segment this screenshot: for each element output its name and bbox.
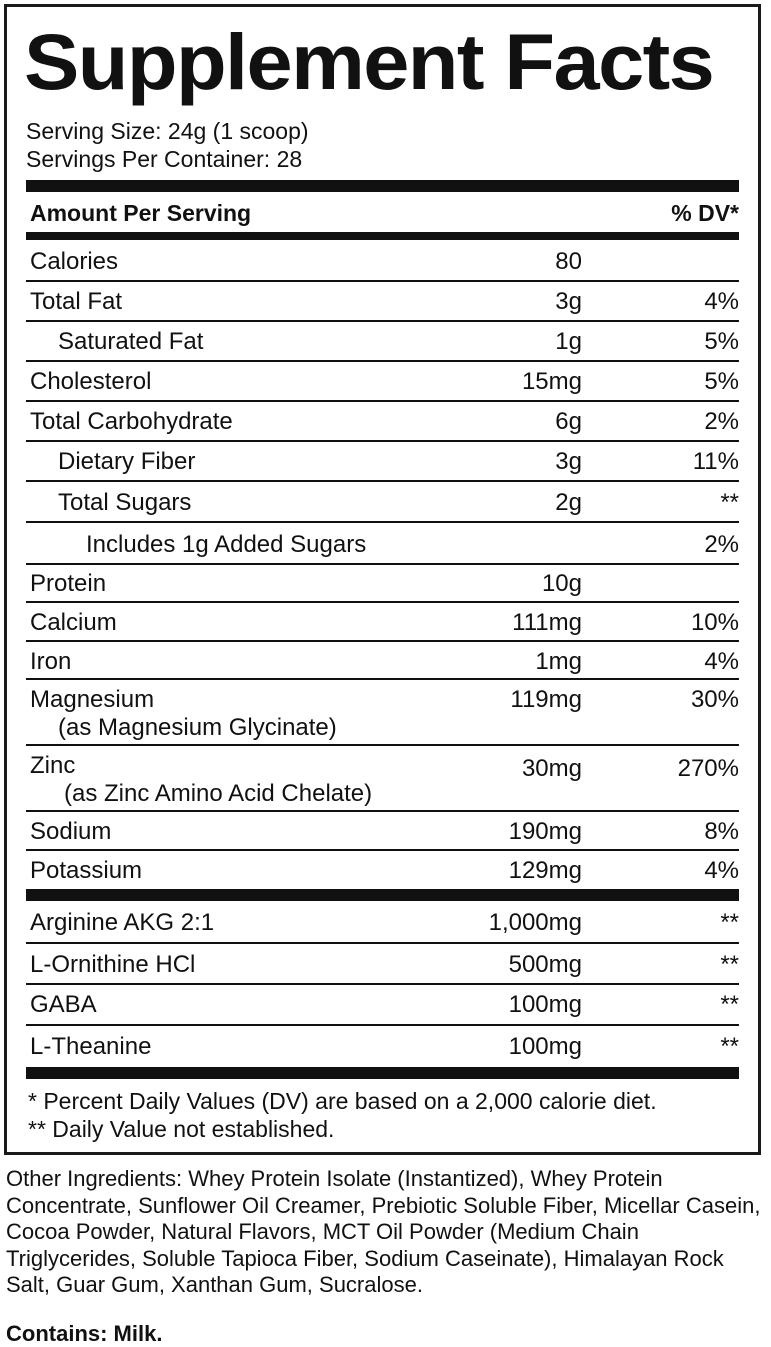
thick-divider: [26, 889, 739, 901]
nutrient-name: Iron: [30, 648, 72, 675]
ingredient-name: Arginine AKG 2:1: [30, 909, 215, 936]
nutrient-name: Magnesium: [30, 686, 155, 713]
nutrient-dv: 4%: [704, 857, 739, 884]
nutrient-amount: 129mg: [508, 857, 582, 884]
nutrient-name: Total Carbohydrate: [30, 408, 233, 435]
nutrient-amount: 3g: [555, 448, 582, 475]
nutrient-dv: 8%: [704, 818, 739, 845]
nutrient-dv: 4%: [704, 288, 739, 315]
nutrient-amount: 10g: [541, 570, 582, 597]
nutrient-dv: 30%: [690, 686, 739, 713]
ingredient-name: GABA: [30, 991, 97, 1018]
nutrient-dv: 11%: [692, 448, 739, 475]
nutrient-amount: 111mg: [512, 609, 582, 636]
nutrient-amount: 190mg: [508, 818, 582, 845]
dv-not-established-footnote: ** Daily Value not established.: [28, 1116, 335, 1142]
dv-header-label: % DV*: [671, 200, 739, 226]
thick-divider: [26, 180, 739, 192]
nutrient-dv: 2%: [704, 531, 739, 558]
nutrient-name: Protein: [30, 570, 107, 597]
nutrient-name: Potassium: [30, 857, 143, 884]
ingredient-amount: 1,000mg: [488, 909, 582, 936]
nutrient-source: (as Zinc Amino Acid Chelate): [64, 780, 373, 807]
ingredient-amount: 500mg: [508, 951, 582, 978]
nutrient-name: Saturated Fat: [58, 328, 204, 355]
dv-footnote: * Percent Daily Values (DV) are based on a 2,000 calorie diet.: [28, 1088, 657, 1114]
nutrient-name: Dietary Fiber: [58, 448, 196, 475]
nutrient-dv: 4%: [704, 648, 739, 675]
nutrient-dv: 270%: [677, 755, 739, 782]
ingredient-dv: **: [720, 909, 739, 936]
row-divider: [26, 280, 739, 282]
nutrient-dv: 10%: [690, 609, 739, 636]
ingredient-dv: **: [720, 951, 739, 978]
row-divider: [26, 480, 739, 482]
servings-per-container: Servings Per Container: 28: [26, 146, 303, 172]
ingredient-amount: 100mg: [508, 1033, 582, 1060]
nutrient-dv: 5%: [704, 328, 739, 355]
other-ingredients: Other Ingredients: Whey Protein Isolate (Instantized), Whey Protein Concentrate, Sunflower Oil Creamer, Prebiotic Soluble Fiber, Micellar Casein, Cocoa Powder, Natural Flavors, MCT Oil Powder (Medium Chain Triglycerides, Soluble Tapioca Fiber, Sodium Caseinate), Himalayan Rock Salt, Guar Gum, Xanthan Gum, Sucralose.: [6, 1166, 761, 1297]
nutrient-source: (as Magnesium Glycinate): [58, 714, 337, 741]
thick-divider: [26, 1067, 739, 1079]
nutrient-amount: 15mg: [521, 368, 582, 395]
nutrient-name: Total Fat: [30, 288, 123, 315]
row-divider: [26, 678, 739, 680]
nutrient-amount: 1g: [555, 328, 582, 355]
row-divider: [26, 601, 739, 603]
allergen-statement: Contains: Milk.: [6, 1321, 163, 1346]
nutrient-amount: 30mg: [521, 755, 582, 782]
nutrient-dv: 2%: [704, 408, 739, 435]
row-divider: [26, 942, 739, 944]
nutrient-amount: 1mg: [535, 648, 582, 675]
nutrient-name: Includes 1g Added Sugars: [86, 531, 367, 558]
nutrient-amount: 119mg: [510, 686, 582, 713]
nutrient-name: Calories: [30, 248, 119, 275]
nutrient-amount: 80: [555, 248, 582, 275]
row-divider: [26, 1024, 739, 1026]
nutrient-dv: **: [720, 489, 739, 516]
row-divider: [26, 810, 739, 812]
row-divider: [26, 983, 739, 985]
nutrient-name: Total Sugars: [58, 489, 192, 516]
panel-title: Supplement Facts: [24, 17, 714, 106]
nutrient-dv: 5%: [704, 368, 739, 395]
row-divider: [26, 320, 739, 322]
row-divider: [26, 360, 739, 362]
nutrient-amount: 6g: [555, 408, 582, 435]
ingredient-dv: **: [720, 1033, 739, 1060]
row-divider: [26, 440, 739, 442]
amount-per-serving-label: Amount Per Serving: [30, 200, 252, 226]
nutrient-name: Sodium: [30, 818, 112, 845]
row-divider: [26, 400, 739, 402]
ingredient-name: L-Theanine: [30, 1033, 152, 1060]
row-divider: [26, 521, 739, 523]
row-divider: [26, 744, 739, 746]
ingredient-dv: **: [720, 991, 739, 1018]
row-divider: [26, 849, 739, 851]
ingredient-name: L-Ornithine HCl: [30, 951, 196, 978]
nutrient-amount: 2g: [555, 489, 582, 516]
nutrient-name: Calcium: [30, 609, 117, 636]
row-divider: [26, 640, 739, 642]
nutrient-amount: 3g: [555, 288, 582, 315]
nutrient-name: Zinc: [30, 752, 76, 779]
serving-size: Serving Size: 24g (1 scoop): [26, 118, 309, 144]
ingredient-amount: 100mg: [508, 991, 582, 1018]
medium-divider: [26, 232, 739, 240]
row-divider: [26, 563, 739, 565]
nutrient-name: Cholesterol: [30, 368, 152, 395]
